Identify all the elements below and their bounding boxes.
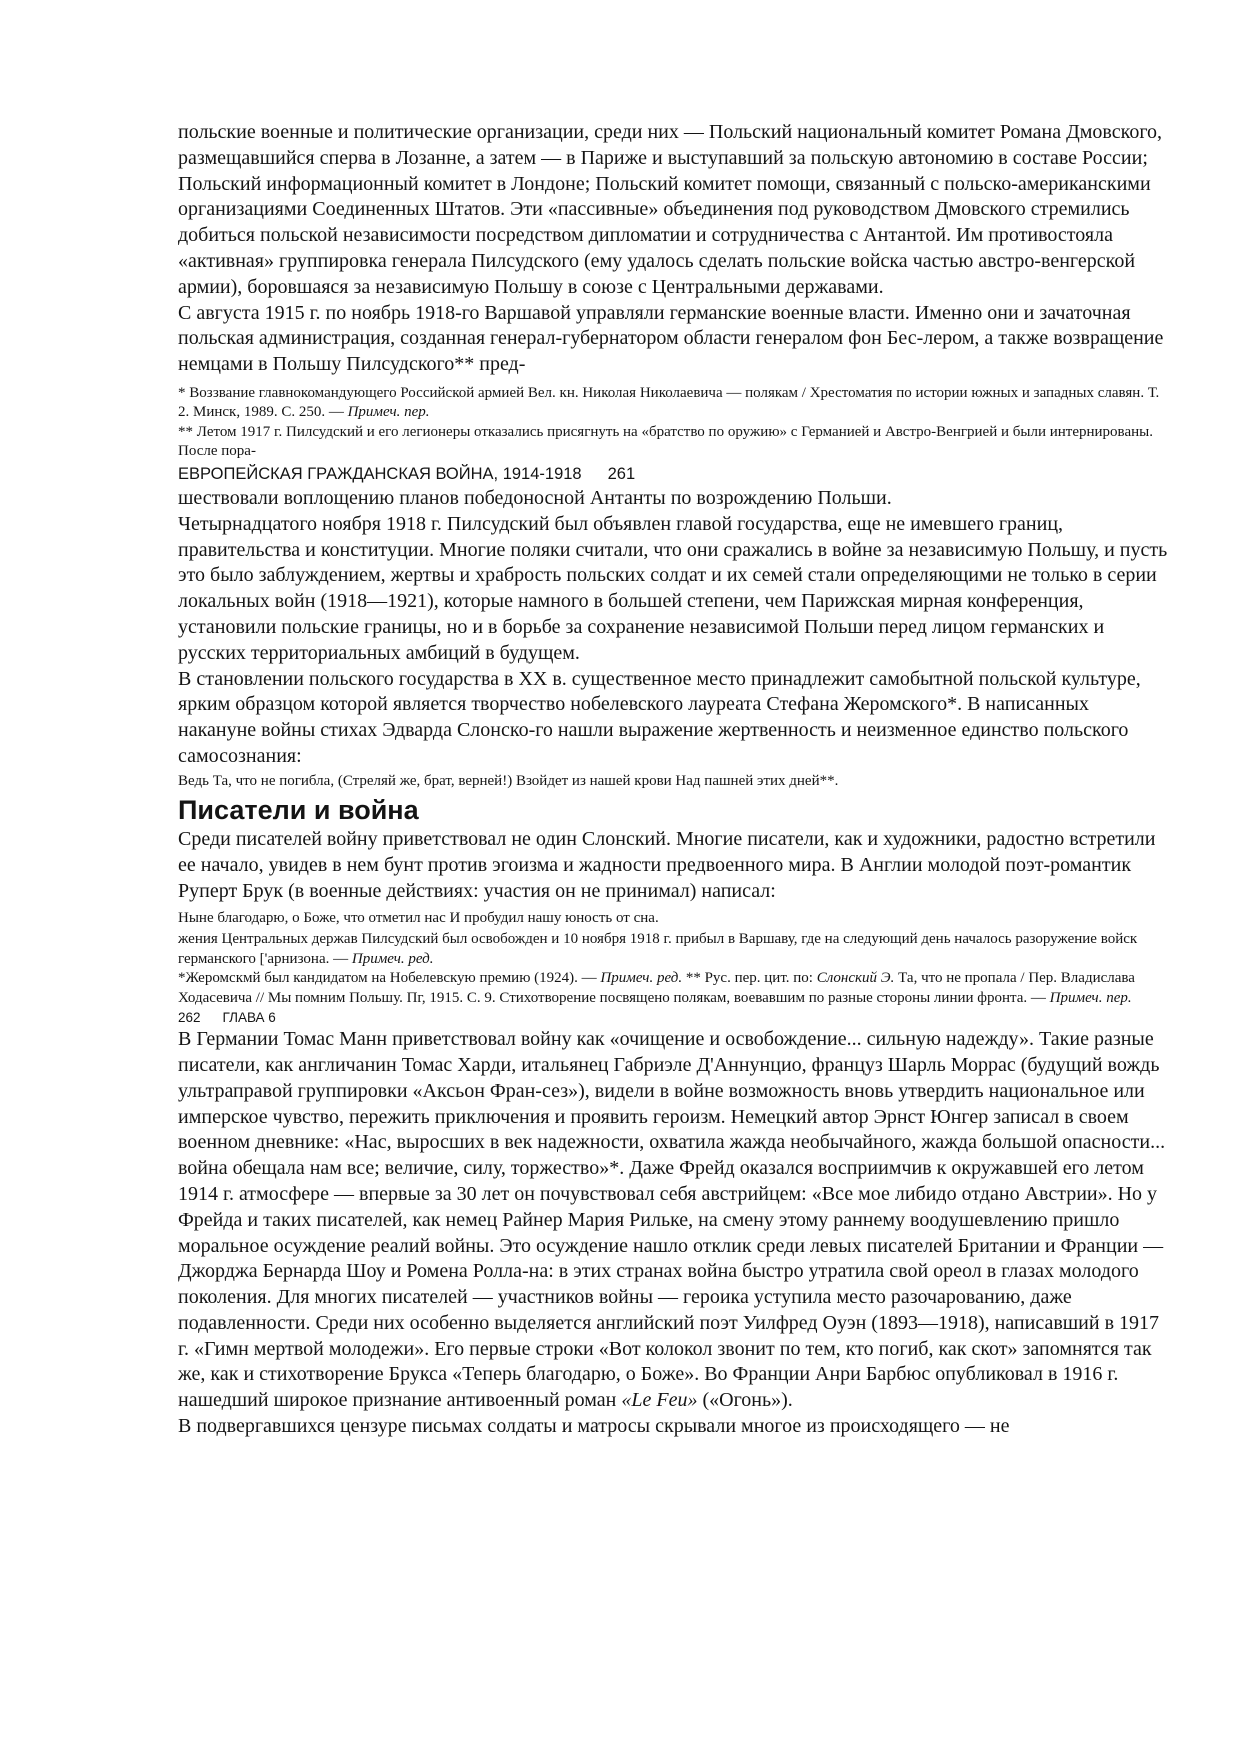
footnote-zeromski-text-b: ** Рус. пер. цит. по: <box>682 970 817 987</box>
running-header-chapter: ГЛАВА 6 <box>222 1010 276 1026</box>
footnote-zeromski-text-c: Та, что не пропала / Пер. Владислава Ходасевича // Мы помним Польшу. Пг, 1915. С. 9. Стихотворение посвящено полякам, воевавшим по разные стороны линии фронта. — <box>178 970 1135 1006</box>
paragraph-november-1918: Четырнадцатого ноября 1918 г. Пилсудский был объявлен главой государства, еще не имевшего границ, правительства и конституции. Многие поляки считали, что они сражались в войне за независимую Польшу, и пусть это было заблуждением, жертвы и храбрость польских солдат и их семей стали определяющими не только в серии локальных войн (1918—1921), которые намного в большей степени, чем Парижская мирная конференция, установили польские границы, но и в борьбе за сохранение независимой Польши перед лицом германских и русских территориальных амбиций в будущем. <box>178 512 1168 664</box>
running-header-title: ЕВРОПЕЙСКАЯ ГРАЖДАНСКАЯ ВОЙНА, 1914-1918 <box>178 464 582 483</box>
paragraph-polish-culture: В становлении польского государства в XX в. существенное место принадлежит самобытной польской культуре, ярким образцом которой является творчество нобелевского лауреата Стефана Жеромского*. В написанных накануне войны стихах Эдварда Слонско-го нашли выражение жертвенность и неизменное единство польского самосознания: <box>178 667 1141 767</box>
novel-title-le-feu: «Le Feu» <box>621 1389 698 1412</box>
footnote-zeromski-author: Слонский Э. <box>816 970 895 987</box>
footnote-release-note: Примеч. ред. <box>351 950 434 967</box>
footnote-pilsudski-internment: ** Летом 1917 г. Пилсудский и его легионеры отказались присягнуть на «братство по оружию» с Германией и Австро-Венгрией и были интернированы. После пора- <box>178 423 1153 460</box>
footnote-appeal <box>178 384 1168 423</box>
verse-brooke: Ныне благодарю, о Боже, что отметил нас И пробудил нашу юность от сна. <box>178 909 659 926</box>
footnote-pilsudski-release <box>178 930 1168 969</box>
footnote-zeromski-note-a: Примеч. ред. <box>600 970 683 987</box>
paragraph-mann-end: («Огонь»). <box>697 1389 793 1412</box>
paragraph-mann-text: В Германии Томас Манн приветствовал войну как «очищение и освобождение... сильную надежду». Такие разные писатели, как англичанин Томас Харди, итальянец Габриэле Д'Аннунцио, француз Шарль Моррас (будущий вождь ультраправой группировки «Аксьон Фран-сез»), видели в войне возможность вновь утвердить национальное или имперское чувство, пережить приключения и проявить героизм. Немецкий автор Эрнст Юнгер записал в своем военном дневнике: «Нас, выросших в век надежности, охватила жажда необычайного, жажда большой опасности... война обещала нам все; величие, силу, торжество»*. Даже Фрейд оказался восприимчив к окружавшей его летом 1914 г. атмосфере — впервые за 30 лет он почувствовал себя австрийцем: «Все мое либидо отдано Австрии». Но у Фрейда и таких писателей, как немец Райнер Мария Рильке, на смену этому раннему воодушевлению пришло моральное осуждение реалий войны. Это осуждение нашло отклик среди левых писателей Британии и Франции — Джорджа Бернарда Шоу и Ромена Ролла-на: в этих странах война быстро утратила свой ореол в глазах молодого поколения. Для многих писателей — участников войны — героика уступила место разочарованию, даже подавленности. Среди них особенно выделяется английский поэт Уилфред Оуэн (1893—1918), написавший в 1917 г. «Гимн мертвой молодежи». Его первые строки «Вот колокол звонит по тем, кто погиб, как скот» запомнятся так же, как и стихотворение Брукса «Теперь благодарю, о Боже». Во Франции Анри Барбюс опубликовал в 1916 г. нашедший широкое признание антивоенный роман <box>178 1028 1166 1412</box>
paragraph-mann-and-writers <box>178 1027 1168 1414</box>
section-heading-writers-and-war: Писатели и война <box>178 795 419 826</box>
paragraph-censored-letters: В подвергавшихся цензуре письмах солдаты и матросы скрывали многое из происходящего — не <box>178 1415 1010 1438</box>
footnote-zeromski <box>178 969 1168 1008</box>
running-header-262 <box>178 1009 1168 1027</box>
footnote-appeal-text: * Воззвание главнокомандующего Российской армией Вел. кн. Николая Николаевича — полякам / Хрестоматия по истории южных и западных славян. Т. 2. Минск, 1989. С. 250. — <box>178 384 1160 421</box>
running-header-261 <box>178 463 1168 486</box>
footnote-zeromski-note-b: Примеч. пер. <box>1049 989 1132 1006</box>
paragraph-entente-plans: шествовали воплощению планов победоносной Антанты по возрождению Польши. <box>178 486 892 509</box>
footnote-release-text: жения Центральных держав Пилсудский был освобожден и 10 ноября 1918 г. прибыл в Варшаву, где на следующий день началось разоружение войск германского ['арнизона. — <box>178 931 1138 967</box>
text-column <box>178 120 1168 1440</box>
footnote-zeromski-text-a: *Жеромскмй был кандидатом на Нобелевскую премию (1924). — <box>178 970 601 987</box>
page-number-262: 262 <box>178 1010 201 1026</box>
page-number-261: 261 <box>607 464 636 483</box>
footnote-appeal-note: Примеч. пер. <box>347 404 430 421</box>
paragraph-german-administration: С августа 1915 г. по ноябрь 1918-го Варшавой управляли германские военные власти. Именно они и зачаточная польская администрация, созданная генерал-губернатором области генералом фон Бес-лером, а также возвращение немцами в Польшу Пилсудского** пред- <box>178 301 1164 376</box>
verse-slonsky: Ведь Та, что не погибла, (Стреляй же, брат, верней!) Взойдет из нашей крови Над пашней этих дней**. <box>178 772 839 789</box>
paragraph-polish-organizations: польские военные и политические организации, среди них — Польский национальный комитет Романа Дмовского, размещавшийся сперва в Лозанне, а затем — в Париже и выступавший за польскую автономию в составе России; Польский информационный комитет в Лондоне; Польский комитет помощи, связанный с польско-американскими организациями Соединенных Штатов. Эти «пассивные» объединения под руководством Дмовского стремились добиться польской независимости посредством дипломатии и сотрудничества с Антантой. Им противостояла «активная» группировка генерала Пилсудского (ему удалось сделать польские войска частью австро-венгерской армии), боровшаяся за независимую Польшу в союзе с Центральными державами. <box>178 121 1163 298</box>
paragraph-writers-welcome-war: Среди писателей войну приветствовал не один Слонский. Многие писатели, как и художники, радостно встретили ее начало, увидев в нем бунт против эгоизма и жадности предвоенного мира. В Англии молодой поэт-романтик Руперт Брук (в военные действиях: участия он не принимал) написал: <box>178 828 1156 902</box>
